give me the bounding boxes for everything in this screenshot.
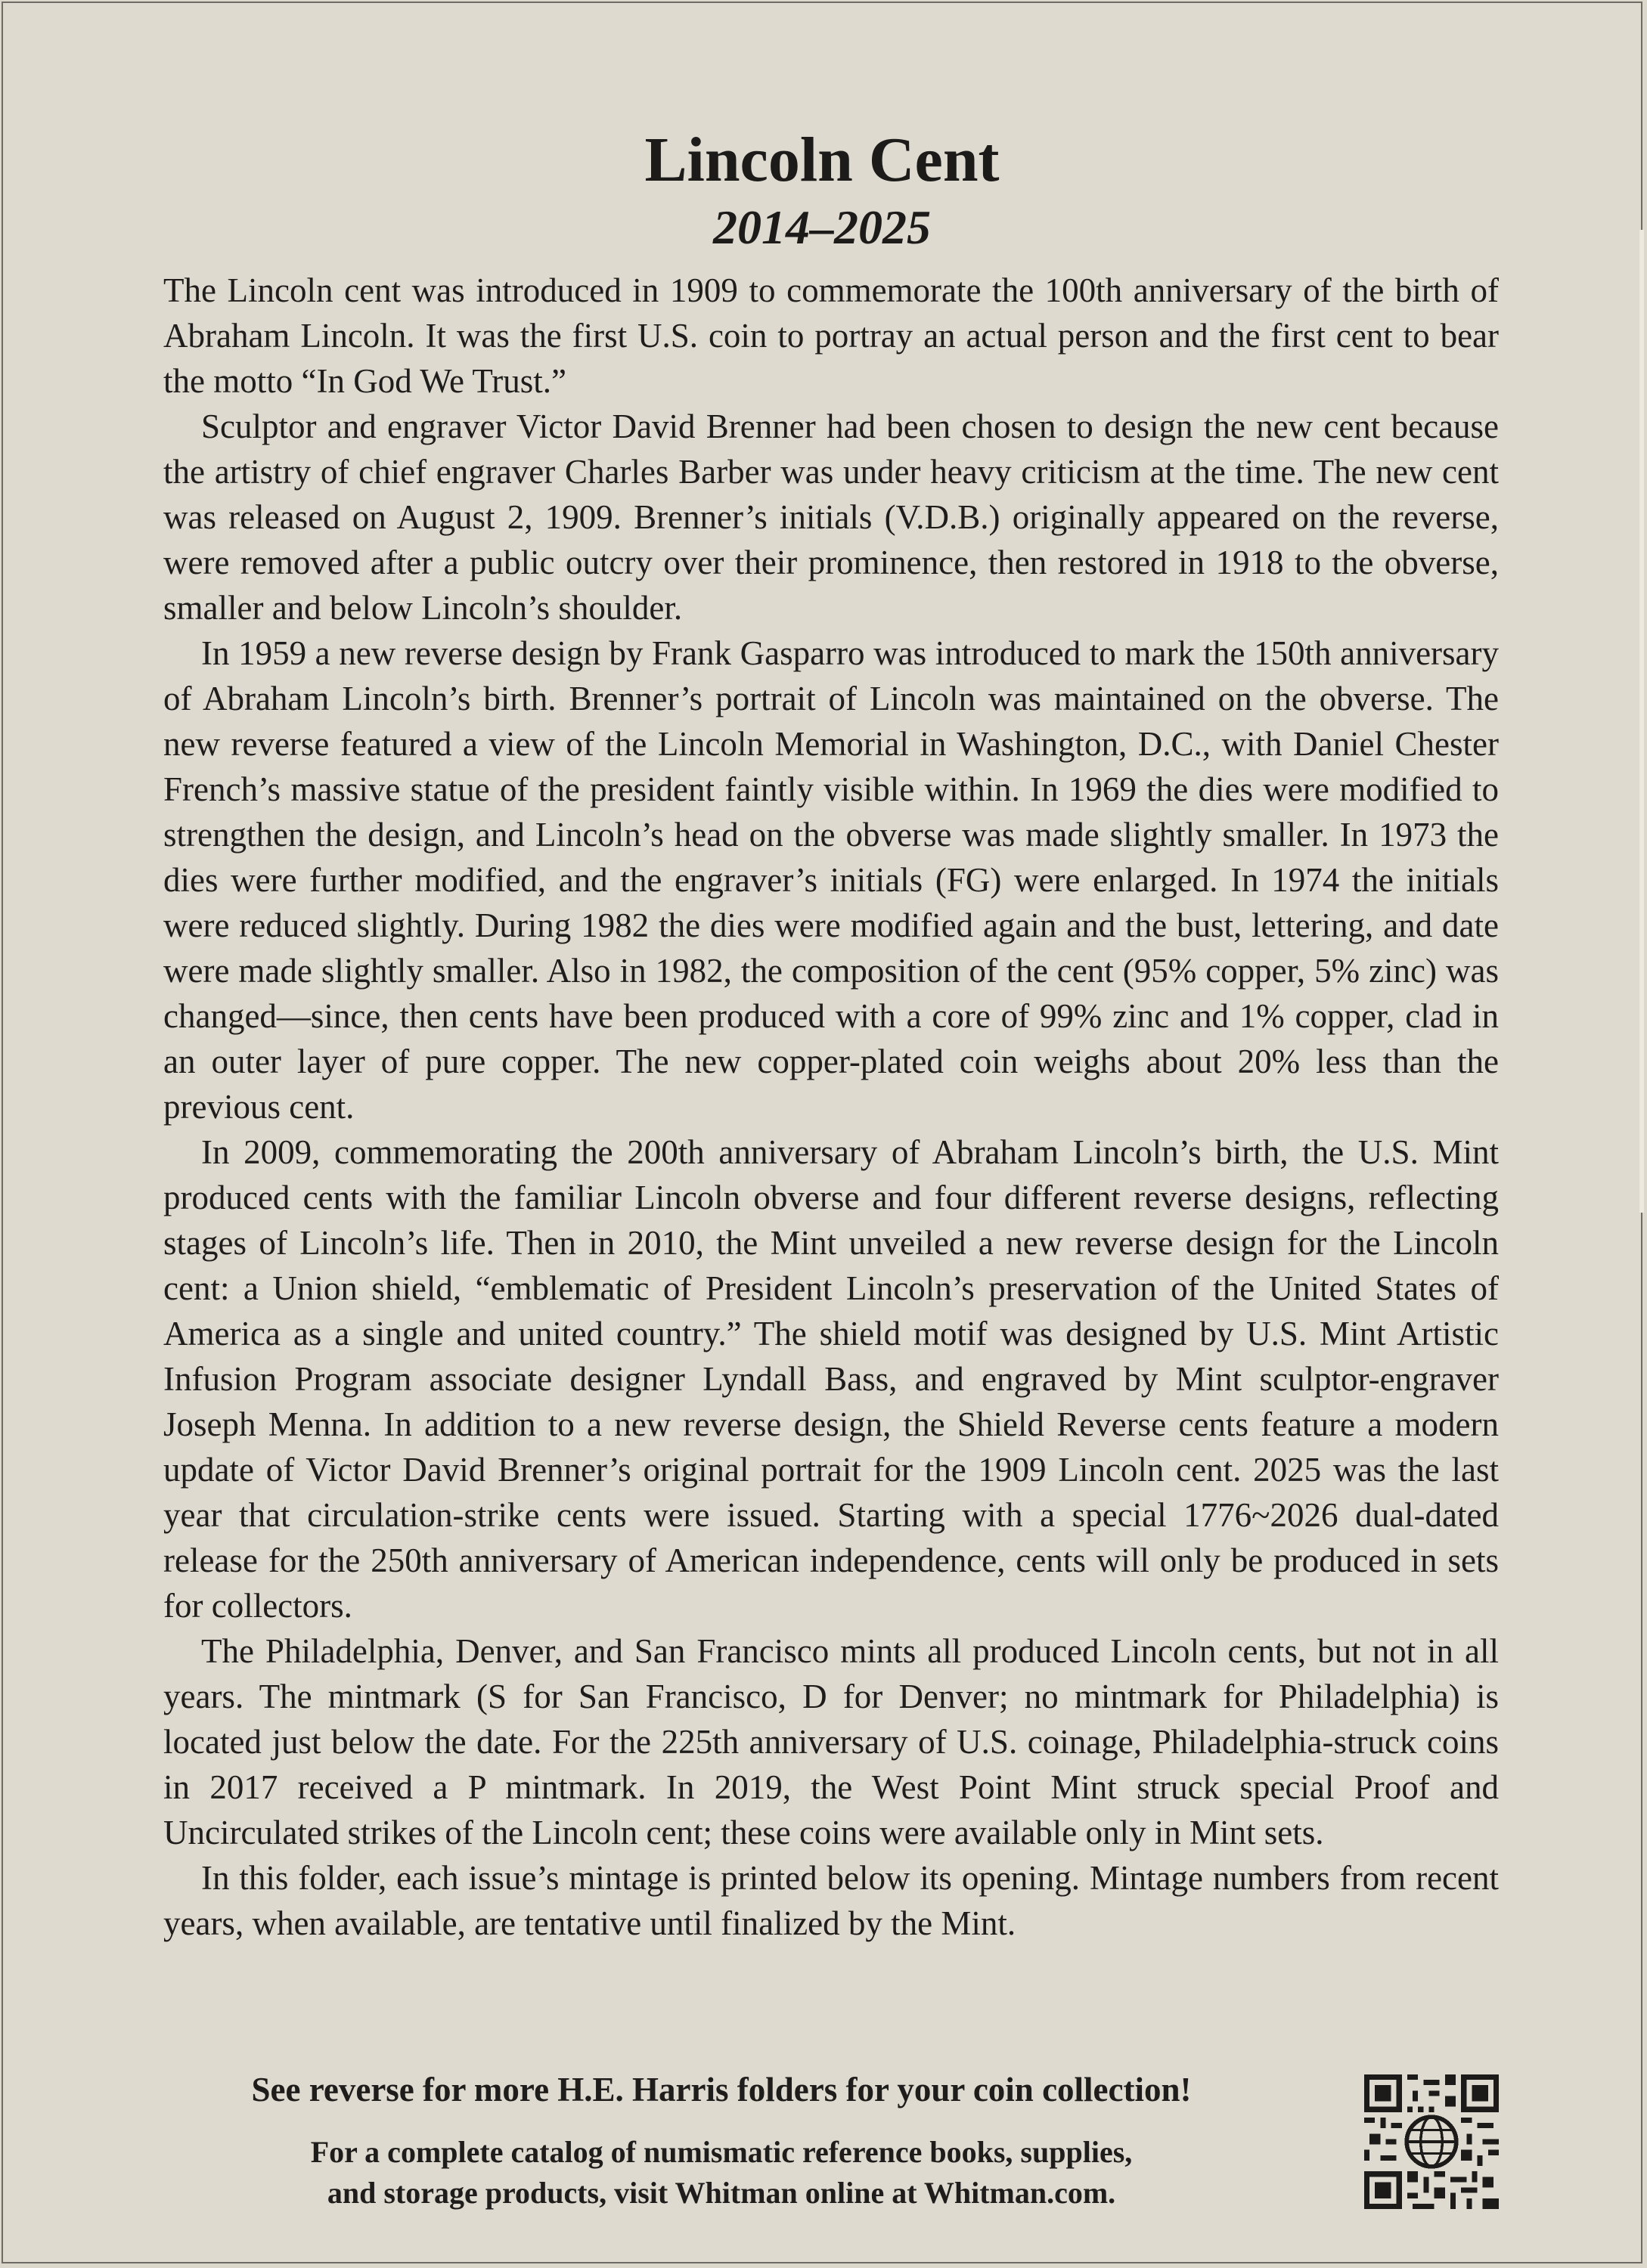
paragraph-mints: The Philadelphia, Denver, and San Francisco mints all produced Lincoln cents, but not in all years. The mintmark (S for San Francisco, D for Denver; no mintmark for Philadelphia) is located just below the date. For the 225th anniversary of U.S. coinage, Philadelphia-struck coins in 2017 received a P mintmark. In 2019, the West Point Mint struck special Proof and Uncirculated strikes of the Lincoln cent; these coins were available only in Mint sets. [163, 1632, 1499, 1851]
history-text [163, 268, 1499, 1946]
paragraph-1959-reverse: In 1959 a new reverse design by Frank Gasparro was introduced to mark the 150th anniversary of Abraham Lincoln’s birth. Brenner’s portrait of Lincoln was maintained on the obverse. The new reverse featured a view of the Lincoln Memorial in Washington, D.C., with Daniel Chester French’s massive statue of the president faintly visible within. In 1969 the dies were modified to strengthen the design, and Lincoln’s head on the obverse was made slightly smaller. In 1973 the dies were further modified, and the engraver’s initials (FG) were enlarged. In 1974 the initials were reduced slightly. During 1982 the dies were modified again and the bust, lettering, and date were made slightly smaller. Also in 1982, the composition of the cent (95% copper, 5% zinc) was changed—since, then cents have been produced with a core of 99% zinc and 1% copper, clad in an outer layer of pure copper. The new copper-plated coin weighs about 20% less than the previous cent. [163, 634, 1499, 1126]
promo-line: See reverse for more H.E. Harris folders for your coin collection! [251, 2071, 1192, 2108]
page-subtitle-years: 2014–2025 [713, 200, 931, 254]
page-title: Lincoln Cent [644, 125, 1000, 195]
folder-page [2, 2, 1642, 2263]
catalog-line-1: For a complete catalog of numismatic reference books, supplies, [310, 2135, 1133, 2169]
paragraph-mintage-note: In this folder, each issue’s mintage is printed below its opening. Mintage numbers from recent years, when available, are tentative until finalized by the Mint. [163, 1859, 1499, 1942]
paragraph-2009-shield: In 2009, commemorating the 200th anniversary of Abraham Lincoln’s birth, the U.S. Mint produced cents with the familiar Lincoln obverse and four different reverse designs, reflecting stages of Lincoln’s life. Then in 2010, the Mint unveiled a new reverse design for the Lincoln cent: a Union shield, “emblematic of President Lincoln’s preservation of the United States of America as a single and united country.” The shield motif was designed by U.S. Mint Artistic Infusion Program associate designer Lyndall Bass, and engraved by Mint sculptor-engraver Joseph Menna. In addition to a new reverse design, the Shield Reverse cents feature a modern update of Victor David Brenner’s original portrait for the 1909 Lincoln cent. 2025 was the last year that circulation-strike cents were issued. Starting with a special 1776~2026 dual-dated release for the 250th anniversary of American independence, cents will only be produced in sets for collectors. [163, 1133, 1499, 1625]
catalog-note [116, 2132, 1326, 2214]
paragraph-brenner: Sculptor and engraver Victor David Brenner had been chosen to design the new cent because the artistry of chief engraver Charles Barber was under heavy criticism at the time. The new cent was released on August 2, 1909. Brenner’s initials (V.D.B.) originally appeared on the reverse, were removed after a public outcry over their prominence, then restored in 1918 to the obverse, smaller and below Lincoln’s shoulder. [163, 407, 1499, 627]
catalog-line-2: and storage products, visit Whitman online at Whitman.com. [327, 2176, 1116, 2210]
paragraph-introduction: The Lincoln cent was introduced in 1909 to commemorate the 100th anniversary of the birth of Abraham Lincoln. It was the first U.S. coin to portray an actual person and the first cent to bear the motto “In God We Trust.” [163, 271, 1499, 400]
qr-code-icon[interactable] [1364, 2074, 1499, 2209]
